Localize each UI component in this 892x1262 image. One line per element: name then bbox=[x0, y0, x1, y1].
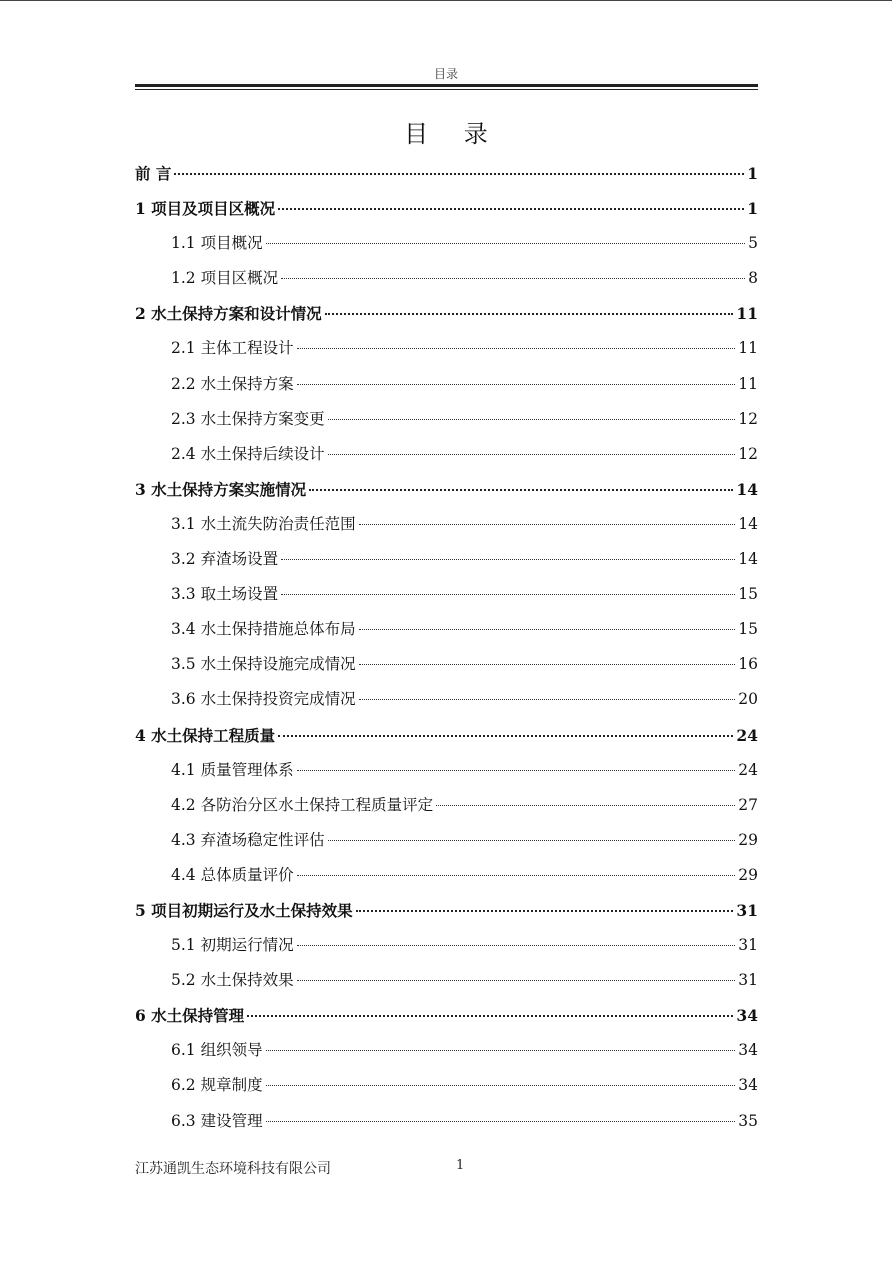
toc-entry-page: 1 bbox=[747, 164, 758, 183]
toc-entry-title: 5.1 初期运行情况 bbox=[171, 936, 294, 955]
toc-entry-title: 3.4 水土保持措施总体布局 bbox=[171, 620, 356, 639]
toc-entry-title: 2 水土保持方案和设计情况 bbox=[135, 304, 322, 324]
toc-entry-page: 14 bbox=[738, 514, 758, 533]
dot-leader bbox=[297, 348, 736, 349]
toc-section-entry[interactable] bbox=[135, 612, 758, 647]
toc-entry-title: 4.4 总体质量评价 bbox=[171, 865, 294, 884]
table-of-contents bbox=[135, 156, 758, 1139]
dot-leader bbox=[281, 278, 745, 279]
toc-entry-title: 3 水土保持方案实施情况 bbox=[135, 479, 307, 499]
toc-section-entry[interactable] bbox=[135, 963, 758, 998]
toc-entry-title: 2.2 水土保持方案 bbox=[171, 374, 294, 393]
dot-leader bbox=[281, 594, 735, 595]
dot-leader bbox=[247, 1015, 733, 1017]
dot-leader bbox=[297, 770, 736, 771]
toc-entry-title: 前 言 bbox=[135, 164, 172, 183]
toc-section-entry[interactable] bbox=[135, 788, 758, 823]
toc-entry-title: 6.1 组织领导 bbox=[171, 1041, 263, 1060]
toc-entry-page: 31 bbox=[736, 900, 758, 920]
toc-entry-title: 6.2 规章制度 bbox=[171, 1076, 263, 1095]
toc-section-entry[interactable] bbox=[135, 647, 758, 682]
toc-entry-page: 11 bbox=[738, 374, 758, 393]
toc-section-entry[interactable] bbox=[135, 1033, 758, 1068]
toc-entry-page: 24 bbox=[736, 725, 758, 745]
dot-leader bbox=[281, 559, 735, 560]
toc-entry-title: 3.2 弃渣场设置 bbox=[171, 550, 279, 569]
dot-leader bbox=[359, 629, 736, 630]
toc-entry-title: 4.2 各防治分区水土保持工程质量评定 bbox=[171, 795, 434, 814]
toc-entry-page: 12 bbox=[738, 409, 758, 428]
toc-entry-title: 2.1 主体工程设计 bbox=[171, 339, 294, 358]
toc-section-entry[interactable] bbox=[135, 1104, 758, 1139]
toc-entry-page: 34 bbox=[738, 1041, 758, 1060]
toc-entry-page: 15 bbox=[738, 620, 758, 639]
running-header: 目录 bbox=[433, 67, 458, 81]
toc-entry-page: 29 bbox=[738, 830, 758, 849]
toc-section-entry[interactable] bbox=[135, 226, 758, 261]
toc-section-entry[interactable] bbox=[135, 858, 758, 893]
dot-leader bbox=[325, 313, 734, 315]
dot-leader bbox=[266, 1121, 736, 1122]
toc-entry-page: 14 bbox=[736, 479, 758, 499]
toc-title: 目 录 bbox=[404, 120, 502, 148]
dot-leader bbox=[309, 489, 733, 491]
header-rule-thick bbox=[135, 84, 758, 87]
toc-section-entry[interactable] bbox=[135, 577, 758, 612]
toc-chapter-entry[interactable] bbox=[135, 718, 758, 753]
dot-leader bbox=[278, 208, 744, 210]
toc-entry-page: 15 bbox=[738, 585, 758, 604]
toc-chapter-entry[interactable] bbox=[135, 296, 758, 331]
toc-entry-title: 3.6 水土保持投资完成情况 bbox=[171, 690, 356, 709]
dot-leader bbox=[297, 980, 736, 981]
toc-section-entry[interactable] bbox=[135, 507, 758, 542]
toc-section-entry[interactable] bbox=[135, 753, 758, 788]
toc-entry-page: 5 bbox=[748, 234, 758, 253]
toc-entry-title: 4.3 弃渣场稳定性评估 bbox=[171, 830, 325, 849]
footer-page-number: 1 bbox=[456, 1158, 465, 1173]
toc-entry-title: 5.2 水土保持效果 bbox=[171, 971, 294, 990]
toc-entry-page: 20 bbox=[738, 690, 758, 709]
toc-entry-title: 6.3 建设管理 bbox=[171, 1111, 263, 1130]
toc-entry-page: 34 bbox=[738, 1076, 758, 1095]
toc-entry-page: 29 bbox=[738, 865, 758, 884]
toc-entry-page: 16 bbox=[738, 655, 758, 674]
toc-chapter-entry[interactable] bbox=[135, 191, 758, 226]
toc-section-entry[interactable] bbox=[135, 437, 758, 472]
toc-section-entry[interactable] bbox=[135, 367, 758, 402]
dot-leader bbox=[297, 875, 736, 876]
dot-leader bbox=[328, 840, 736, 841]
top-border-line bbox=[0, 0, 892, 1]
dot-leader bbox=[436, 805, 735, 806]
toc-entry-page: 27 bbox=[738, 795, 758, 814]
toc-entry-title: 3.1 水土流失防治责任范围 bbox=[171, 514, 356, 533]
dot-leader bbox=[297, 945, 736, 946]
toc-entry-page: 12 bbox=[738, 444, 758, 463]
toc-entry-title: 5 项目初期运行及水土保持效果 bbox=[135, 900, 353, 920]
dot-leader bbox=[359, 699, 736, 700]
toc-entry-page: 34 bbox=[736, 1006, 758, 1026]
toc-entry-title: 1.1 项目概况 bbox=[171, 234, 263, 253]
toc-entry-title: 6 水土保持管理 bbox=[135, 1006, 245, 1026]
dot-leader bbox=[359, 664, 736, 665]
toc-section-entry[interactable] bbox=[135, 928, 758, 963]
toc-entry-page: 31 bbox=[738, 936, 758, 955]
dot-leader bbox=[328, 419, 736, 420]
dot-leader bbox=[328, 454, 736, 455]
toc-entry-title: 3.5 水土保持设施完成情况 bbox=[171, 655, 356, 674]
toc-entry-page: 8 bbox=[748, 269, 758, 288]
toc-entry-page: 35 bbox=[738, 1111, 758, 1130]
toc-entry-page: 11 bbox=[736, 304, 758, 324]
toc-section-entry[interactable] bbox=[135, 261, 758, 296]
footer-company: 江苏通凯生态环境科技有限公司 bbox=[135, 1161, 331, 1177]
toc-section-entry[interactable] bbox=[135, 542, 758, 577]
toc-entry-title: 1.2 项目区概况 bbox=[171, 269, 279, 288]
toc-entry-title: 4.1 质量管理体系 bbox=[171, 760, 294, 779]
toc-entry-title: 3.3 取土场设置 bbox=[171, 585, 279, 604]
toc-entry-title: 1 项目及项目区概况 bbox=[135, 199, 276, 219]
toc-chapter-entry[interactable] bbox=[135, 472, 758, 507]
dot-leader bbox=[356, 910, 734, 912]
toc-section-entry[interactable] bbox=[135, 331, 758, 366]
toc-entry-page: 14 bbox=[738, 550, 758, 569]
dot-leader bbox=[266, 1050, 736, 1051]
toc-entry-title: 2.4 水土保持后续设计 bbox=[171, 444, 325, 463]
dot-leader bbox=[266, 243, 746, 244]
header-rule-thin bbox=[135, 89, 758, 90]
dot-leader bbox=[297, 384, 736, 385]
toc-entry-title: 4 水土保持工程质量 bbox=[135, 725, 276, 745]
toc-entry-page: 1 bbox=[747, 199, 758, 219]
toc-entry-page: 24 bbox=[738, 760, 758, 779]
toc-section-entry[interactable] bbox=[135, 823, 758, 858]
toc-section-entry[interactable] bbox=[135, 1068, 758, 1103]
dot-leader bbox=[266, 1085, 736, 1086]
dot-leader bbox=[174, 173, 744, 175]
toc-chapter-entry[interactable] bbox=[135, 893, 758, 928]
dot-leader bbox=[359, 524, 736, 525]
toc-section-entry[interactable] bbox=[135, 682, 758, 717]
toc-entry-title: 2.3 水土保持方案变更 bbox=[171, 409, 325, 428]
toc-chapter-entry[interactable] bbox=[135, 156, 758, 191]
dot-leader bbox=[278, 735, 733, 737]
toc-chapter-entry[interactable] bbox=[135, 998, 758, 1033]
toc-entry-page: 11 bbox=[738, 339, 758, 358]
toc-section-entry[interactable] bbox=[135, 402, 758, 437]
toc-entry-page: 31 bbox=[738, 971, 758, 990]
